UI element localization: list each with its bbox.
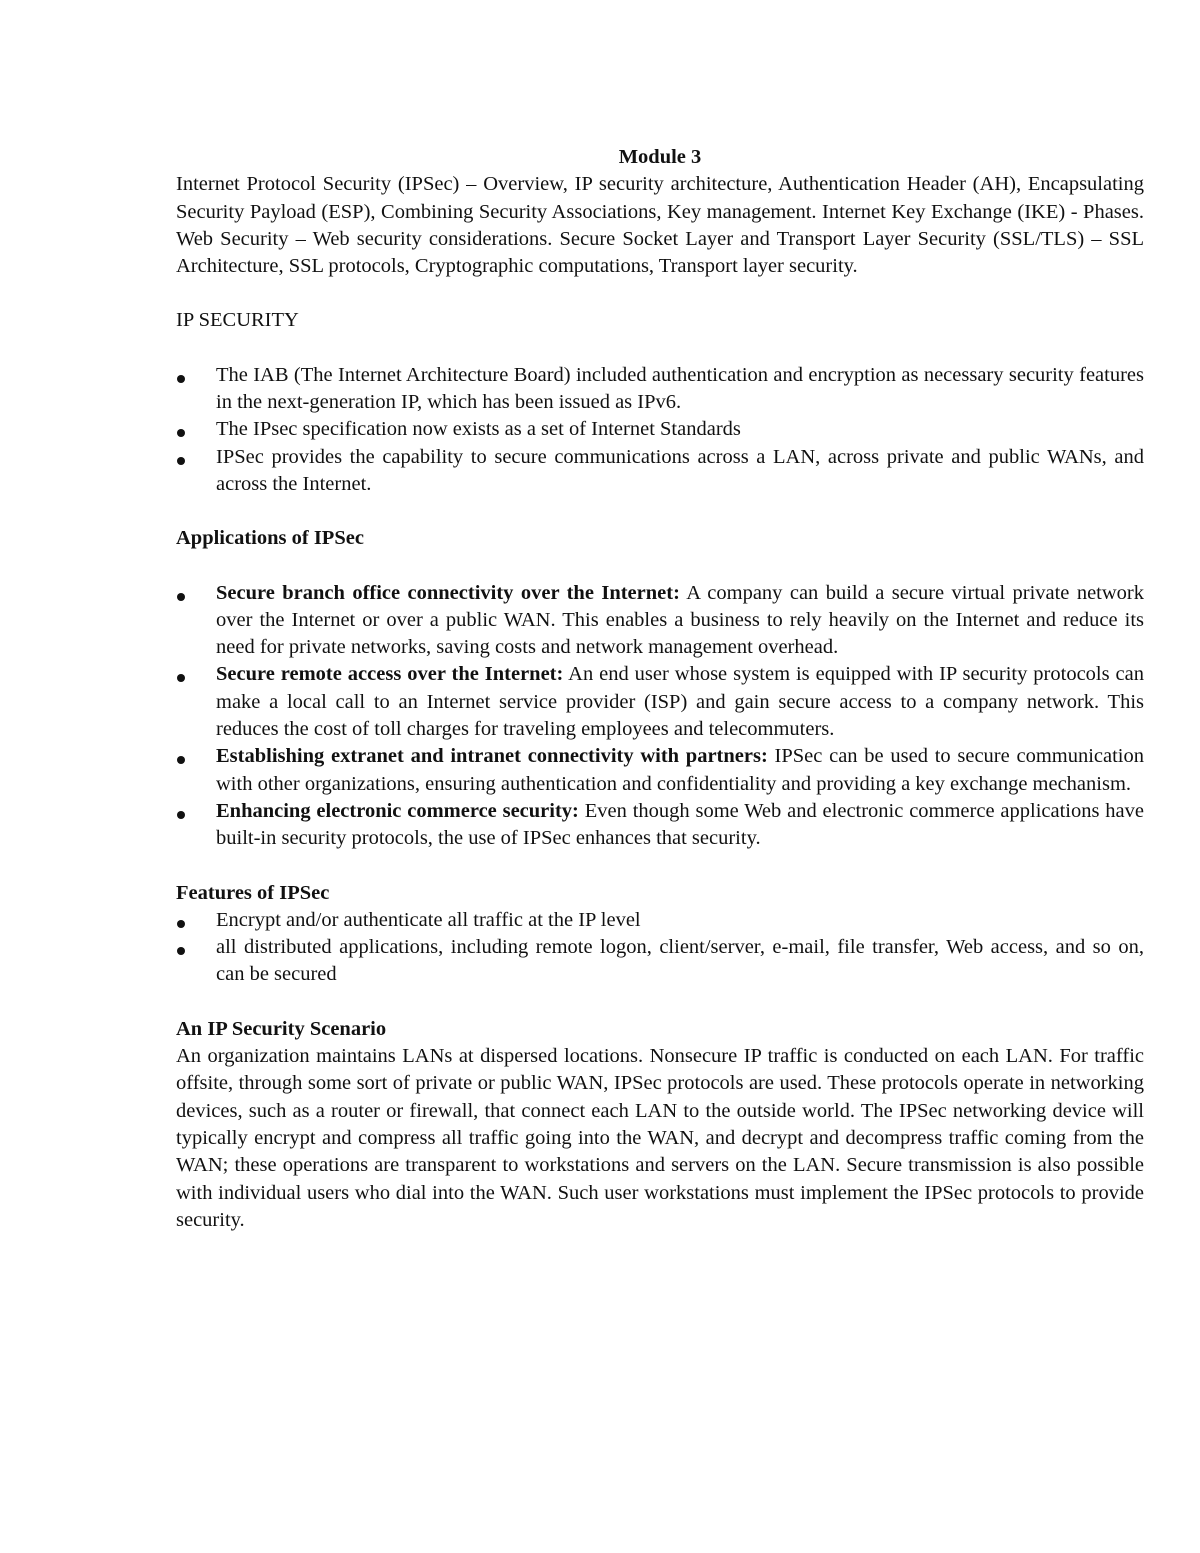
syllabus-paragraph: Internet Protocol Security (IPSec) – Overview, IP security architecture, Authentication Header (AH), Encapsulating Security Payload (ESP), Combining Security Associations, Key management. Internet Key Exchange (IKE) - Phases. Web Security – Web security considerations. Secure Socket Layer and Transport Layer Security (SSL/TLS) – SSL Architecture, SSL protocols, Cryptographic computations, Transport layer security.	[176, 173, 1144, 278]
scenario-heading: An IP Security Scenario	[176, 1017, 387, 1040]
features-heading: Features of IPSec	[176, 881, 330, 904]
bullet-icon	[177, 457, 185, 465]
list-item-text: IPSec can be used to secure communication with other organizations, ensuring authentication and confidentiality and providing a key exchange mechanism.	[216, 745, 1144, 795]
list-item-text: A company can build a secure virtual private network over the Internet or over a public WAN. This enables a business to rely heavily on the Internet and reduce its need for private networks, saving costs and network management overhead.	[216, 581, 1145, 659]
list-item-text: The IPsec specification now exists as a set of Internet Standards	[216, 418, 741, 441]
spacer	[176, 853, 1144, 880]
list-item-term: Secure branch office connectivity over the Internet:	[216, 581, 680, 604]
ip-security-heading: IP SECURITY	[176, 309, 299, 332]
bullet-icon	[177, 947, 185, 955]
bullet-icon	[177, 429, 185, 437]
list-item-term: Enhancing electronic commerce security:	[216, 799, 579, 822]
applications-heading: Applications of IPSec	[176, 527, 364, 550]
list-item-text: An end user whose system is equipped with IP security protocols can make a local call to an Internet service provider (ISP) and gain secure access to a company network. This reduces the cost of toll charges for traveling employees and telecommuters.	[216, 663, 1144, 741]
list-item	[176, 934, 1144, 989]
list-item	[176, 798, 1144, 853]
list-item	[176, 661, 1144, 743]
list-item-text: Encrypt and/or authenticate all traffic at the IP level	[216, 908, 641, 931]
list-item-text: The IAB (The Internet Architecture Board) included authentication and encryption as necessary security features in the next-generation IP, which has been issued as IPv6.	[216, 363, 1144, 414]
bullet-icon	[177, 593, 185, 601]
spacer	[176, 335, 1144, 362]
list-item-text: all distributed applications, including remote logon, client/server, e-mail, file transfer, Web access, and so on, can be secured	[216, 936, 1144, 986]
list-item	[176, 743, 1144, 798]
list-item-term: Establishing extranet and intranet connectivity with partners:	[216, 745, 768, 768]
bullet-icon	[177, 811, 185, 819]
applications-list	[176, 580, 1144, 853]
spacer	[176, 989, 1144, 1016]
scenario-paragraph: An organization maintains LANs at dispersed locations. Nonsecure IP traffic is conducted on each LAN. For traffic offsite, through some sort of private or public WAN, IPSec protocols are used. These protocols operate in networking devices, such as a router or firewall, that connect each LAN to the outside world. The IPSec networking device will typically encrypt and compress all traffic going into the WAN, and decrypt and decompress traffic coming from the WAN; these operations are transparent to workstations and servers on the LAN. Secure transmission is also possible with individual users who dial into the WAN. Such user workstations must implement the IPSec protocols to provide security.	[176, 1045, 1144, 1231]
bullet-icon	[177, 674, 185, 682]
spacer	[176, 553, 1144, 580]
list-item	[176, 580, 1144, 662]
list-item	[176, 362, 1144, 417]
bullet-icon	[177, 920, 185, 928]
module-title: Module 3	[618, 146, 702, 168]
list-item-text: IPSec provides the capability to secure communications across a LAN, across private and public WANs, and across the Internet.	[216, 445, 1144, 495]
bullet-icon	[177, 756, 185, 764]
spacer	[176, 498, 1144, 525]
ip-security-list	[176, 362, 1144, 498]
bullet-icon	[177, 375, 185, 383]
list-item	[176, 907, 1144, 934]
list-item	[176, 416, 1144, 443]
list-item	[176, 444, 1144, 499]
list-item-term: Secure remote access over the Internet:	[216, 663, 564, 686]
features-list	[176, 907, 1144, 989]
spacer	[176, 280, 1144, 307]
document-page	[176, 144, 1144, 1234]
list-item-text: Even though some Web and electronic commerce applications have built-in security protocols, the use of IPSec enhances that security.	[216, 799, 1144, 850]
